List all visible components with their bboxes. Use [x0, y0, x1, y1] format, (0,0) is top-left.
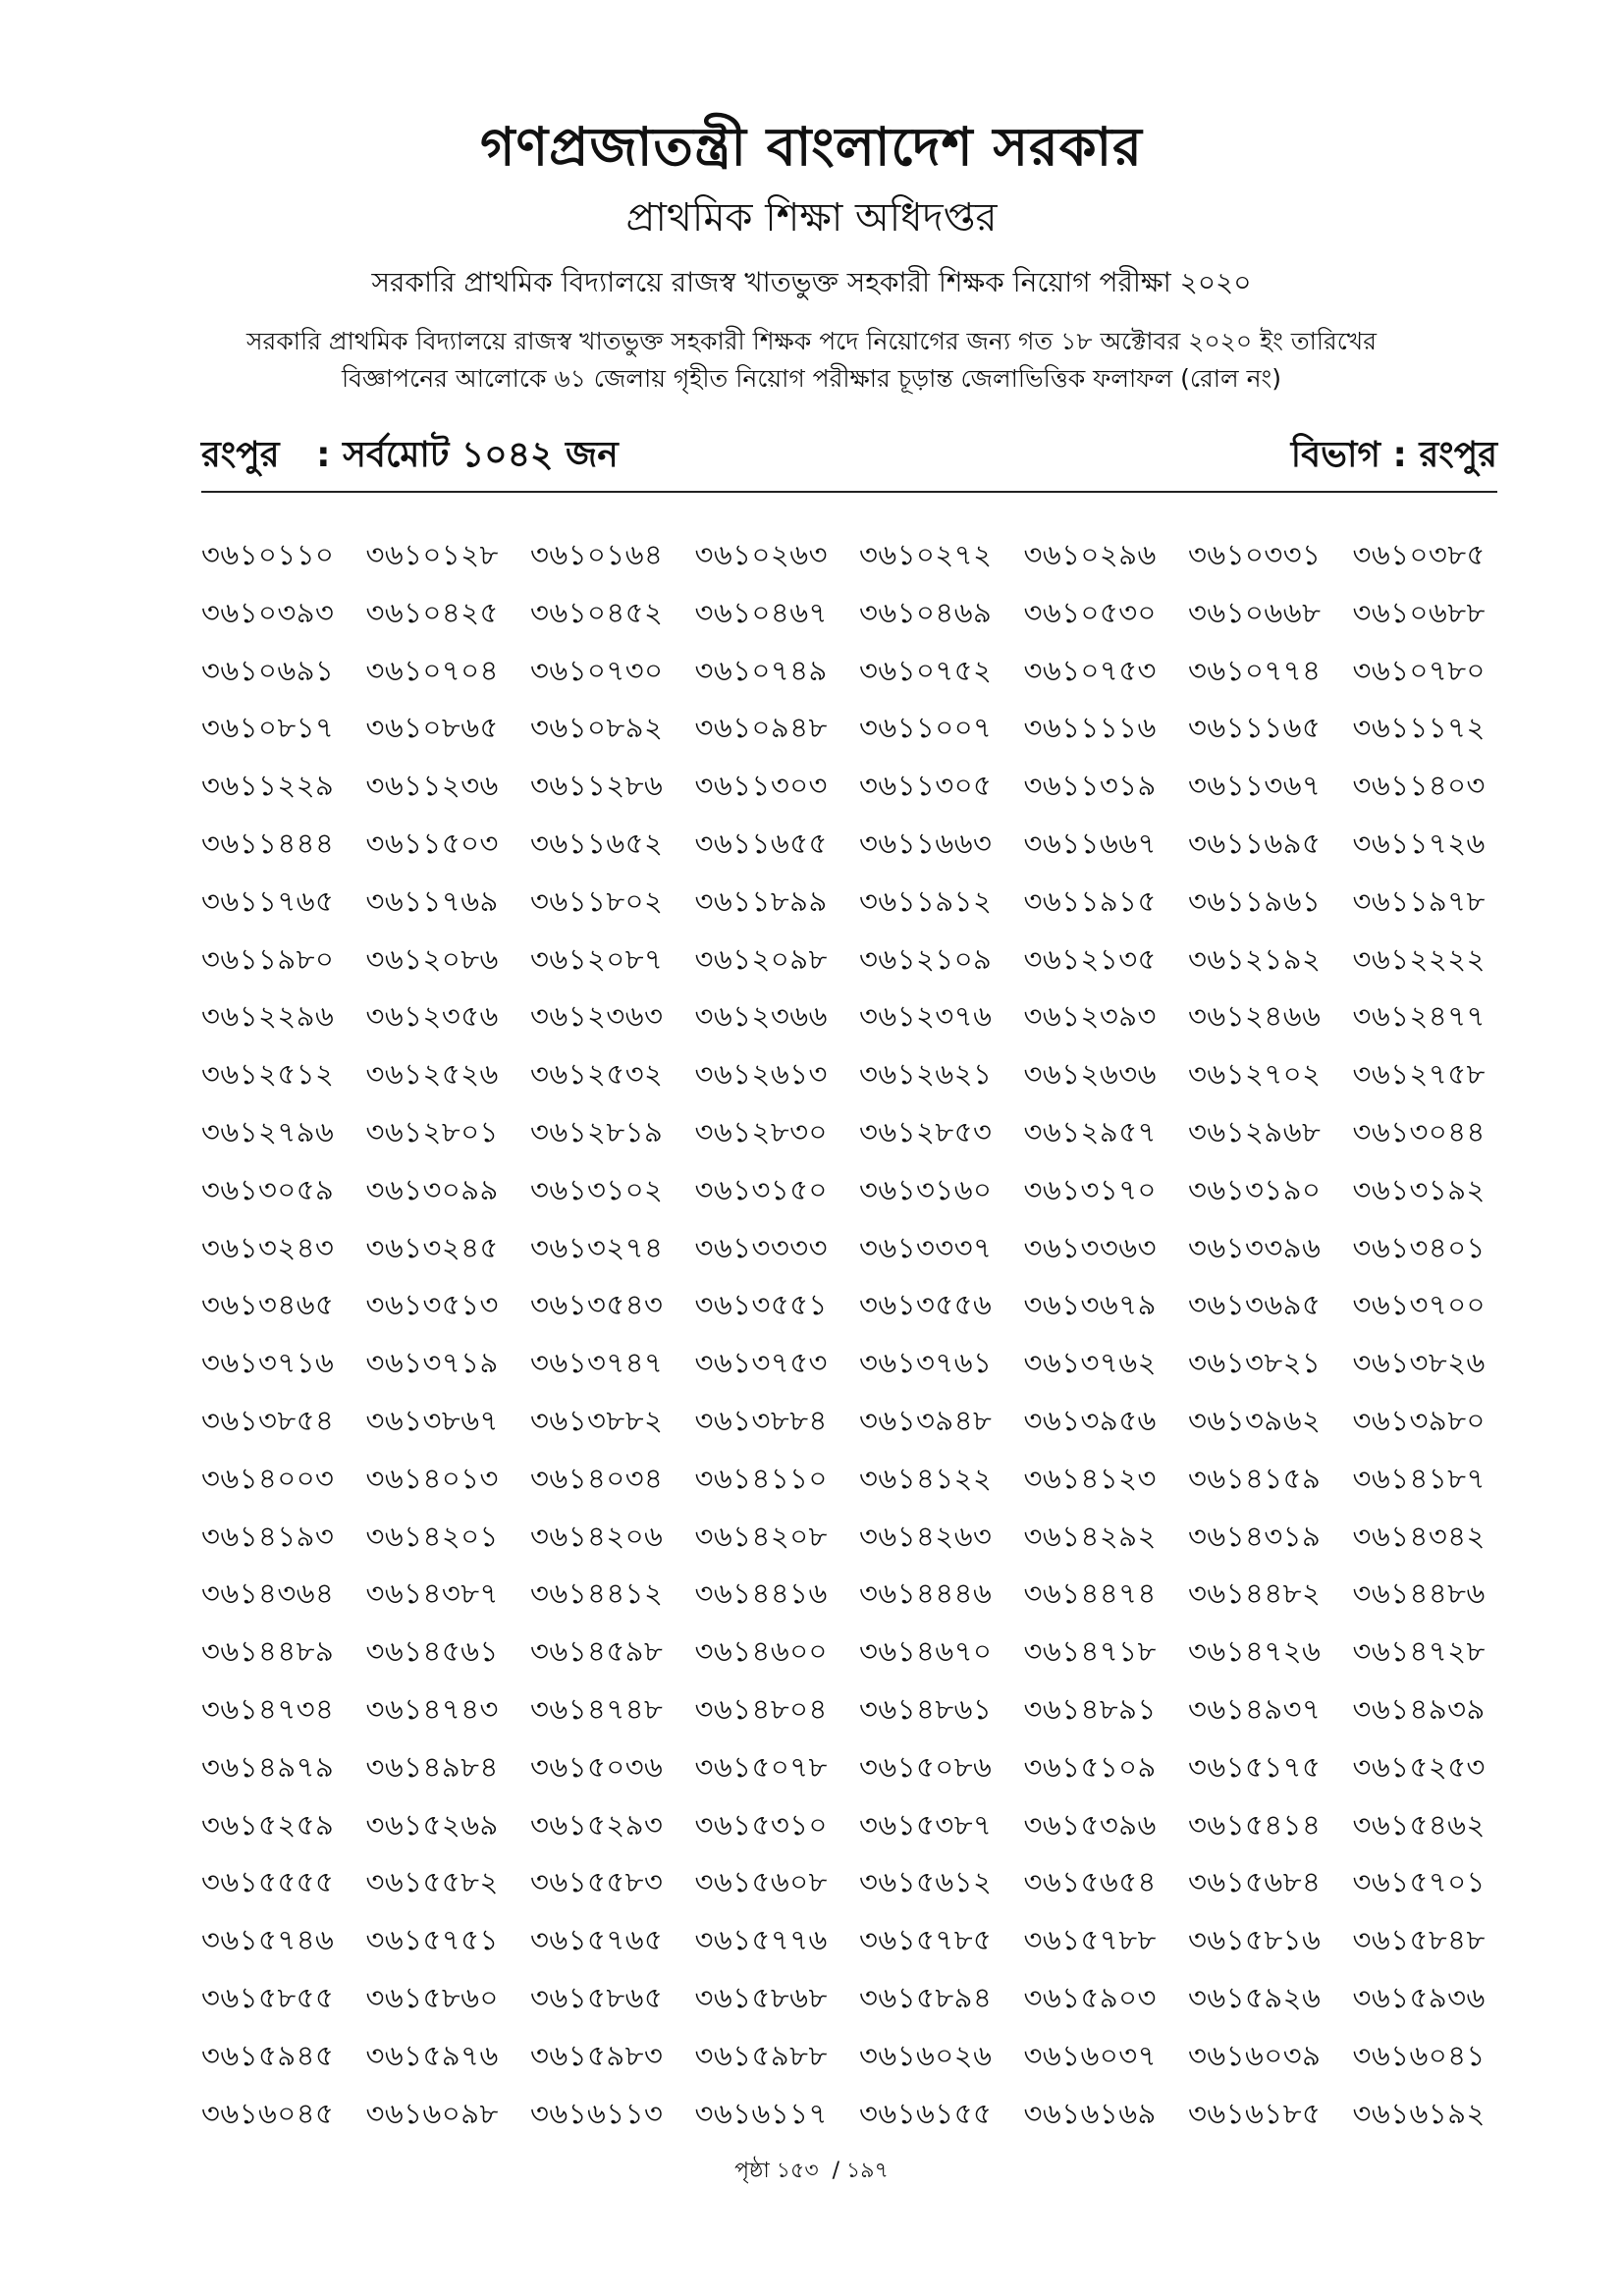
- roll-number: ৩৬১৬১৬৯: [1023, 2096, 1157, 2130]
- roll-number: ৩৬১৪৭৩৪: [201, 1691, 335, 1726]
- roll-number: ৩৬১৩৫৫৬: [859, 1288, 993, 1322]
- roll-number: ৩৬১৪৪৮৬: [1352, 1576, 1486, 1611]
- roll-number: ৩৬১৫৫৮২: [365, 1865, 499, 1899]
- page-number: পৃষ্ঠা ১৫৩ / ১৯৭: [734, 2159, 889, 2183]
- roll-number: ৩৬১১৭২৬: [1352, 826, 1486, 860]
- roll-number: ৩৬১০৩৮৫: [1352, 538, 1486, 571]
- roll-number: ৩৬১৬১১৭: [694, 2096, 828, 2130]
- roll-number: ৩৬১৫৫৮৩: [530, 1865, 664, 1899]
- roll-number: ৩৬১৪০৩৪: [530, 1461, 664, 1495]
- roll-number: ৩৬১৩৩৬৩: [1023, 1230, 1157, 1264]
- department-title: প্রাথমিক শিক্ষা অধিদপ্তর: [625, 195, 998, 240]
- roll-number: ৩৬১২৩৯৩: [1023, 999, 1157, 1034]
- roll-number: ৩৬১৩১৭০: [1023, 1172, 1157, 1206]
- roll-number: ৩৬১০১২৮: [365, 538, 499, 571]
- roll-number: ৩৬১৩৬৭৯: [1023, 1288, 1157, 1322]
- roll-number: ৩৬১৬০২৬: [859, 2038, 993, 2072]
- roll-number: ৩৬১৩৮৫৪: [201, 1403, 335, 1437]
- roll-number: ৩৬১৩৯৮০: [1352, 1403, 1486, 1437]
- roll-number: ৩৬১৬০৪১: [1352, 2038, 1486, 2072]
- roll-number: ৩৬১১৪৪৪: [201, 826, 335, 860]
- roll-number: ৩৬১১৬৬৭: [1023, 826, 1157, 860]
- roll-number: ৩৬১৪২০৬: [530, 1519, 664, 1553]
- roll-number: ৩৬১৪২৯২: [1023, 1519, 1157, 1553]
- roll-number: ৩৬১৫৮৬৮: [694, 1980, 828, 2014]
- roll-number: ৩৬১৫৩১০: [694, 1807, 828, 1842]
- roll-number: ৩৬১৫৯০৩: [1023, 1980, 1157, 2014]
- roll-number: ৩৬১০২৬৩: [694, 538, 828, 571]
- roll-number: ৩৬১৪২০৮: [694, 1519, 828, 1553]
- roll-number: ৩৬১১১৭২: [1352, 711, 1486, 745]
- roll-number: ৩৬১১৯৬১: [1188, 883, 1322, 918]
- roll-number: ৩৬১১৩০৫: [859, 769, 993, 803]
- roll-number: ৩৬১০৭৪৯: [694, 653, 828, 687]
- roll-number: ৩৬১৩৭১৬: [201, 1346, 335, 1380]
- roll-number: ৩৬১৫৯২৬: [1188, 1980, 1322, 2014]
- roll-number: ৩৬১১৬৯৫: [1188, 826, 1322, 860]
- roll-number: ৩৬১২৭৫৮: [1352, 1057, 1486, 1092]
- roll-number: ৩৬১১৯৮০: [201, 941, 335, 976]
- roll-number: ৩৬১৩৮২১: [1188, 1346, 1322, 1380]
- roll-number: ৩৬১০৯৪৮: [694, 711, 828, 745]
- roll-number: ৩৬১৩১৯০: [1188, 1172, 1322, 1206]
- roll-number: ৩৬১২৬১৩: [694, 1057, 828, 1092]
- roll-number: ৩৬১০৬৯১: [201, 653, 335, 687]
- roll-number: ৩৬১৫৯৩৬: [1352, 1980, 1486, 2014]
- roll-number: ৩৬১০৪৫২: [530, 595, 664, 629]
- roll-number: ৩৬১৫৮৬০: [365, 1980, 499, 2014]
- roll-number: ৩৬১৬১১৩: [530, 2096, 664, 2130]
- roll-number: ৩৬১৪৭৪৮: [530, 1691, 664, 1726]
- roll-number: ৩৬১৩১৬০: [859, 1172, 993, 1206]
- roll-number: ৩৬১০৫৩০: [1023, 595, 1157, 629]
- roll-number: ৩৬১৩৭০০: [1352, 1288, 1486, 1322]
- roll-number: ৩৬১৪৪১২: [530, 1576, 664, 1611]
- roll-number: ৩৬১৬১৮৫: [1188, 2096, 1322, 2130]
- notice-line-2: বিজ্ঞাপনের আলোকে ৬১ জেলায় গৃহীত নিয়োগ পরীক্ষার চূড়ান্ত জেলাভিত্তিক ফলাফল (রোল নং): [341, 364, 1282, 393]
- roll-number: ৩৬১৫২৫৩: [1352, 1749, 1486, 1784]
- roll-number: ৩৬১৪৮৬১: [859, 1691, 993, 1726]
- roll-number: ৩৬১৪০১৩: [365, 1461, 499, 1495]
- roll-number: ৩৬১৩৭৫৩: [694, 1346, 828, 1380]
- roll-number: ৩৬১৪৩৪২: [1352, 1519, 1486, 1553]
- roll-number: ৩৬১২৭৯৬: [201, 1114, 335, 1148]
- roll-number: ৩৬১২১৩৫: [1023, 941, 1157, 976]
- district-total: রংপুর : সর্বমোট ১০৪২ জন: [201, 435, 619, 475]
- roll-number: ৩৬১৫৪১৪: [1188, 1807, 1322, 1842]
- roll-number: ৩৬১৪৪১৬: [694, 1576, 828, 1611]
- roll-number: ৩৬১১৩৬৭: [1188, 769, 1322, 803]
- roll-number: ৩৬১২৩৭৬: [859, 999, 993, 1034]
- roll-number: ৩৬১৩০৯৯: [365, 1172, 499, 1206]
- roll-number: ৩৬১২৯৬৮: [1188, 1114, 1322, 1148]
- roll-number: ৩৬১৩৫৫১: [694, 1288, 828, 1322]
- division-label: বিভাগ : রংপুর: [1290, 435, 1497, 475]
- roll-number: ৩৬১৩১৫০: [694, 1172, 828, 1206]
- roll-number: ৩৬১৫২৫৯: [201, 1807, 335, 1842]
- roll-number: ৩৬১৫৭৭৬: [694, 1923, 828, 1957]
- roll-number: ৩৬১১৮০২: [530, 883, 664, 918]
- roll-number: ৩৬১০৬৬৮: [1188, 595, 1322, 629]
- roll-number: ৩৬১৫৯৭৬: [365, 2038, 499, 2072]
- roll-number: ৩৬১০৭৫২: [859, 653, 993, 687]
- roll-number: ৩৬১২৪৬৬: [1188, 999, 1322, 1034]
- roll-number: ৩৬১৪৫৯৮: [530, 1634, 664, 1669]
- roll-number: ৩৬১৬০৩৯: [1188, 2038, 1322, 2072]
- roll-number: ৩৬১৩৪০১: [1352, 1230, 1486, 1264]
- roll-number: ৩৬১৪৬৭০: [859, 1634, 993, 1669]
- roll-number: ৩৬১৪৫৬১: [365, 1634, 499, 1669]
- roll-number: ৩৬১২৩৫৬: [365, 999, 499, 1034]
- roll-number: ৩৬১৫৭৪৬: [201, 1923, 335, 1957]
- roll-number: ৩৬১৩২৪৫: [365, 1230, 499, 1264]
- roll-number: ৩৬১৩১০২: [530, 1172, 664, 1206]
- roll-number: ৩৬১১৯৭৮: [1352, 883, 1486, 918]
- roll-number: ৩৬১১২২৯: [201, 769, 335, 803]
- roll-number: ৩৬১৩৭১৯: [365, 1346, 499, 1380]
- roll-number: ৩৬১০৭৮০: [1352, 653, 1486, 687]
- roll-number: ৩৬১১৭৬৫: [201, 883, 335, 918]
- roll-number: ৩৬১৫১৭৫: [1188, 1749, 1322, 1784]
- roll-number: ৩৬১৫৪৬২: [1352, 1807, 1486, 1842]
- roll-number: ৩৬১২৩৬৬: [694, 999, 828, 1034]
- roll-number: ৩৬১২৫২৬: [365, 1057, 499, 1092]
- roll-number: ৩৬১৩৫১৩: [365, 1288, 499, 1322]
- roll-number: ৩৬১৬০৪৫: [201, 2096, 335, 2130]
- roll-number: ৩৬১৩৪৬৫: [201, 1288, 335, 1322]
- roll-number: ৩৬১৪২০১: [365, 1519, 499, 1553]
- summary-row: [201, 428, 1497, 477]
- roll-number: ৩৬১৩৯৪৮: [859, 1403, 993, 1437]
- roll-number: ৩৬১২১০৯: [859, 941, 993, 976]
- roll-number: ৩৬১১৭৬৯: [365, 883, 499, 918]
- roll-number: ৩৬১০৮১৭: [201, 711, 335, 745]
- roll-number: ৩৬১৩০৫৯: [201, 1172, 335, 1206]
- roll-number: ৩৬১৫২৬৯: [365, 1807, 499, 1842]
- roll-number: ৩৬১১৯১২: [859, 883, 993, 918]
- roll-number: ৩৬১০৭৭৪: [1188, 653, 1322, 687]
- roll-number: ৩৬১৫৭৫১: [365, 1923, 499, 1957]
- roll-number: ৩৬১৫০৭৮: [694, 1749, 828, 1784]
- roll-number: ৩৬১০১৬৪: [530, 538, 664, 571]
- roll-number: ৩৬১০৮৯২: [530, 711, 664, 745]
- roll-number: ৩৬১৫৫৫৫: [201, 1865, 335, 1899]
- roll-number: ৩৬১৪১১০: [694, 1461, 828, 1495]
- roll-number: ৩৬১৩২৭৪: [530, 1230, 664, 1264]
- roll-number: ৩৬১২৮০১: [365, 1114, 499, 1148]
- roll-number: ৩৬১৫৬০৮: [694, 1865, 828, 1899]
- roll-number: ৩৬১৩০৪৪: [1352, 1114, 1486, 1148]
- roll-number: ৩৬১৫৯৪৫: [201, 2038, 335, 2072]
- roll-number: ৩৬১৪০০৩: [201, 1461, 335, 1495]
- roll-number: ৩৬১৫৭৬৫: [530, 1923, 664, 1957]
- roll-number: ৩৬১৩৮৬৭: [365, 1403, 499, 1437]
- roll-number: ৩৬১৪২৬৩: [859, 1519, 993, 1553]
- roll-number: ৩৬১৩২৪৩: [201, 1230, 335, 1264]
- roll-number: ৩৬১৩৮৮২: [530, 1403, 664, 1437]
- roll-number: ৩৬১৫৭৮৫: [859, 1923, 993, 1957]
- roll-number: ৩৬১৫১০৯: [1023, 1749, 1157, 1784]
- roll-number: ৩৬১৩৮৮৪: [694, 1403, 828, 1437]
- roll-number: ৩৬১১২৮৬: [530, 769, 664, 803]
- roll-number: ৩৬১৩৩৩৩: [694, 1230, 828, 1264]
- roll-number: ৩৬১২৮১৯: [530, 1114, 664, 1148]
- roll-number: ৩৬১২৮৩০: [694, 1114, 828, 1148]
- notice-line-1: সরকারি প্রাথমিক বিদ্যালয়ে রাজস্ব খাতভুক্ত সহকারী শিক্ষক পদে নিয়োগের জন্য গত ১৮ অক্টোবর ২০২০ ইং তারিখের: [246, 327, 1377, 355]
- roll-number: ৩৬১৪৮৯১: [1023, 1691, 1157, 1726]
- roll-number: ৩৬১২৬২১: [859, 1057, 993, 1092]
- header-divider: [201, 491, 1497, 493]
- roll-number: ৩৬১১৬৬৩: [859, 826, 993, 860]
- roll-number: ৩৬১১৩০৩: [694, 769, 828, 803]
- roll-number: ৩৬১৪৯৮৪: [365, 1749, 499, 1784]
- roll-number: ৩৬১০২৭২: [859, 538, 993, 571]
- roll-number: ৩৬১২৭০২: [1188, 1057, 1322, 1092]
- roll-number: ৩৬১০৮৬৫: [365, 711, 499, 745]
- roll-number: ৩৬১৫০৮৬: [859, 1749, 993, 1784]
- roll-number: ৩৬১৫৩৮৭: [859, 1807, 993, 1842]
- roll-number: ৩৬১২৫১২: [201, 1057, 335, 1092]
- roll-number: ৩৬১০৪৬৭: [694, 595, 828, 629]
- roll-number: ৩৬১৪১৯৩: [201, 1519, 335, 1553]
- roll-number: ৩৬১৫৮৫৫: [201, 1980, 335, 2014]
- roll-number: ৩৬১১১৬৫: [1188, 711, 1322, 745]
- roll-number: ৩৬১৬১৫৫: [859, 2096, 993, 2130]
- roll-number: ৩৬১৩৮২৬: [1352, 1346, 1486, 1380]
- roll-number: ৩৬১৬০৩৭: [1023, 2038, 1157, 2072]
- roll-number: ৩৬১৫৮৪৮: [1352, 1923, 1486, 1957]
- roll-number: ৩৬১৩৩৩৭: [859, 1230, 993, 1264]
- roll-number: ৩৬১১৯১৫: [1023, 883, 1157, 918]
- roll-number: ৩৬১৪৯৩৭: [1188, 1691, 1322, 1726]
- roll-number: ৩৬১৪১২২: [859, 1461, 993, 1495]
- roll-number: ৩৬১৫৮১৬: [1188, 1923, 1322, 1957]
- roll-number: ৩৬১৫৬১২: [859, 1865, 993, 1899]
- roll-number: ৩৬১৫৮৬৫: [530, 1980, 664, 2014]
- roll-number: ৩৬১০৭৫৩: [1023, 653, 1157, 687]
- roll-number: ৩৬১০৭০৪: [365, 653, 499, 687]
- roll-number: ৩৬১৩৯৫৬: [1023, 1403, 1157, 1437]
- roll-number: ৩৬১৩৭৪৭: [530, 1346, 664, 1380]
- roll-number: ৩৬১৬১৯২: [1352, 2096, 1486, 2130]
- roll-number: ৩৬১১৬৫৫: [694, 826, 828, 860]
- roll-number: ৩৬১২৪৭৭: [1352, 999, 1486, 1034]
- roll-number: ৩৬১৩৫৪৩: [530, 1288, 664, 1322]
- roll-number: ৩৬১২২৯৬: [201, 999, 335, 1034]
- roll-number: ৩৬১৫৩৯৬: [1023, 1807, 1157, 1842]
- roll-number: ৩৬১৪৯৭৯: [201, 1749, 335, 1784]
- roll-number: ৩৬১৫৬৫৪: [1023, 1865, 1157, 1899]
- roll-number: ৩৬১২৮৫৩: [859, 1114, 993, 1148]
- roll-number: ৩৬১২৩৬৩: [530, 999, 664, 1034]
- roll-number: ৩৬১২২২২: [1352, 941, 1486, 976]
- roll-number: ৩৬১০২৯৬: [1023, 538, 1157, 571]
- roll-number: ৩৬১৪১৮৭: [1352, 1461, 1486, 1495]
- roll-number: ৩৬১৩১৯২: [1352, 1172, 1486, 1206]
- roll-number: ৩৬১৩৩৯৬: [1188, 1230, 1322, 1264]
- roll-number: ৩৬১৫৮৯৪: [859, 1980, 993, 2014]
- roll-number: ৩৬১৪১২৩: [1023, 1461, 1157, 1495]
- roll-number: ৩৬১০৩৩১: [1188, 538, 1322, 571]
- roll-number: ৩৬১৪৩৮৭: [365, 1576, 499, 1611]
- roll-number-grid: [201, 535, 1517, 2151]
- roll-number: ৩৬১১৪০৩: [1352, 769, 1486, 803]
- roll-number: ৩৬১৩৭৬২: [1023, 1346, 1157, 1380]
- roll-number: ৩৬১৪১৫৯: [1188, 1461, 1322, 1495]
- roll-number: ৩৬১৩৭৬১: [859, 1346, 993, 1380]
- roll-number: ৩৬১১৬৫২: [530, 826, 664, 860]
- roll-number: ৩৬১২৬৩৬: [1023, 1057, 1157, 1092]
- roll-number: ৩৬১২০৮৬: [365, 941, 499, 976]
- roll-number: ৩৬১১৩১৯: [1023, 769, 1157, 803]
- roll-number: ৩৬১৪৪৭৪: [1023, 1576, 1157, 1611]
- roll-number: ৩৬১৪৪৮২: [1188, 1576, 1322, 1611]
- roll-number: ৩৬১৫৯৮৮: [694, 2038, 828, 2072]
- roll-number: ৩৬১৩৯৬২: [1188, 1403, 1322, 1437]
- roll-number: ৩৬১২০৯৮: [694, 941, 828, 976]
- roll-number: ৩৬১১০০৭: [859, 711, 993, 745]
- roll-number: ৩৬১৫২৯৩: [530, 1807, 664, 1842]
- roll-number: ৩৬১৪৭১৮: [1023, 1634, 1157, 1669]
- roll-number: ৩৬১৪৪৮৯: [201, 1634, 335, 1669]
- exam-title: সরকারি প্রাথমিক বিদ্যালয়ে রাজস্ব খাতভুক্ত সহকারী শিক্ষক নিয়োগ পরীক্ষা ২০২০: [371, 266, 1252, 298]
- roll-number: ৩৬১৬০৯৮: [365, 2096, 499, 2130]
- roll-number: ৩৬১৪৪৪৬: [859, 1576, 993, 1611]
- roll-number: ৩৬১০৪৬৯: [859, 595, 993, 629]
- roll-number: ৩৬১৫৭০১: [1352, 1865, 1486, 1899]
- roll-number: ৩৬১৫৭৮৮: [1023, 1923, 1157, 1957]
- roll-number: ৩৬১৪৭২৬: [1188, 1634, 1322, 1669]
- roll-number: ৩৬১০৩৯৩: [201, 595, 335, 629]
- roll-number: ৩৬১২০৮৭: [530, 941, 664, 976]
- roll-number: ৩৬১০৪২৫: [365, 595, 499, 629]
- roll-number: ৩৬১৪৩১৯: [1188, 1519, 1322, 1553]
- roll-number: ৩৬১৪৭৪৩: [365, 1691, 499, 1726]
- roll-number: ৩৬১৫৬৮৪: [1188, 1865, 1322, 1899]
- roll-number: ৩৬১৫০৩৬: [530, 1749, 664, 1784]
- roll-number: ৩৬১৪৩৬৪: [201, 1576, 335, 1611]
- government-title: গণপ্রজাতন্ত্রী বাংলাদেশ সরকার: [480, 116, 1143, 178]
- roll-number: ৩৬১২৯৫৭: [1023, 1114, 1157, 1148]
- roll-number: ৩৬১০১১০: [201, 538, 335, 571]
- roll-number: ৩৬১১১১৬: [1023, 711, 1157, 745]
- roll-number: ৩৬১২১৯২: [1188, 941, 1322, 976]
- roll-number: ৩৬১৪৮০৪: [694, 1691, 828, 1726]
- roll-number: ৩৬১৫৯৮৩: [530, 2038, 664, 2072]
- roll-number: ৩৬১৪৭২৮: [1352, 1634, 1486, 1669]
- roll-number: ৩৬১৪৬০০: [694, 1634, 828, 1669]
- roll-number: ৩৬১৪৯৩৯: [1352, 1691, 1486, 1726]
- roll-number: ৩৬১৩৬৯৫: [1188, 1288, 1322, 1322]
- roll-number: ৩৬১১৫০৩: [365, 826, 499, 860]
- roll-number: ৩৬১১২৩৬: [365, 769, 499, 803]
- roll-number: ৩৬১১৮৯৯: [694, 883, 828, 918]
- roll-number: ৩৬১২৫৩২: [530, 1057, 664, 1092]
- roll-number: ৩৬১০৭৩০: [530, 653, 664, 687]
- roll-number: ৩৬১০৬৮৮: [1352, 595, 1486, 629]
